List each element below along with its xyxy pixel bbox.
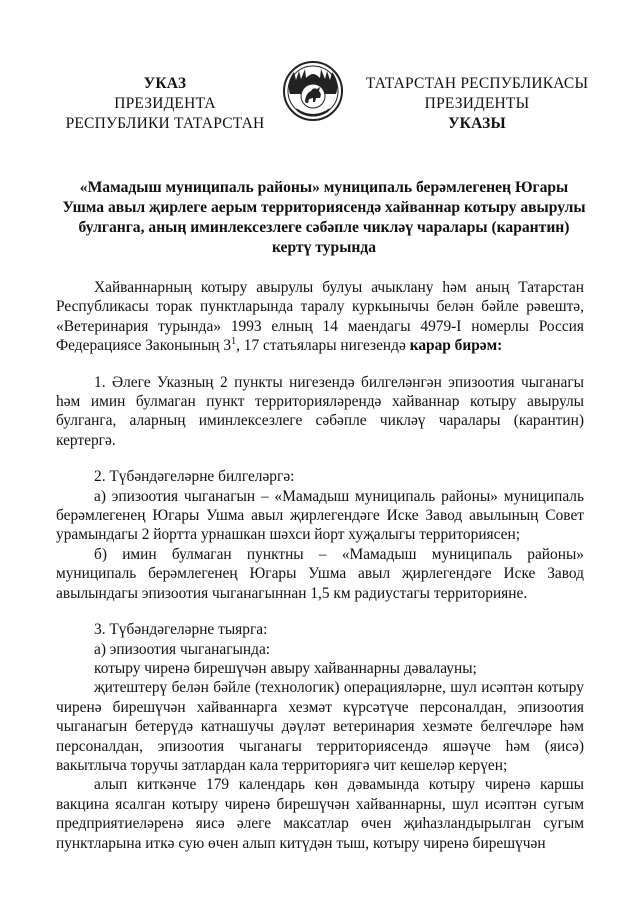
- header-tt-line1: ТАТАРСТАН РЕСПУБЛИКАСЫ: [365, 75, 589, 92]
- decree-title: «Мамадыш муниципаль районы» муниципаль берәмлегенең Югары Ушма авыл җирлеге аерым территориясендә хайваннар котыру авырулы булганга, аның иминлексезлеге сәбәпле чикләү чаралары (карантин) кертү турында: [62, 179, 586, 256]
- tatarstan-emblem-icon: [282, 60, 344, 122]
- item-3-heading: 3. Түбәндәгеләрне тыярга:: [94, 621, 268, 639]
- item-3-a: а) эпизоотия чыганагында:: [94, 640, 271, 658]
- item-2-b: б) имин булмаган пунктны – «Мамадыш муниципаль районы» муниципаль берәмлегенең Югары Ушма авыл җирлегендәге Иске Завод авылындагы эпизоотия чыганагыннан 1,5 км радиустагы территорияне.: [56, 545, 584, 602]
- header-tatar: [352, 74, 602, 134]
- header-ru-line2: ПРЕЗИДЕНТА: [114, 95, 216, 112]
- header-ru-line3: РЕСПУБЛИКИ ТАТАРСТАН: [65, 115, 265, 132]
- item-1: 1. Әлеге Указның 2 пункты нигезендә билгеләнгән эпизоотия чыганагы һәм имин булмаган пункт территорияләрендә хайваннар котыру авырулы булганга, аларның иминлексезлеге сәбәпле чикләү чаралары (карантин) кертергә.: [56, 373, 584, 449]
- header-russian: [50, 74, 280, 134]
- preamble-text-b: , 17 статьялары нигезендә: [236, 337, 410, 355]
- header-ru-line1: УКАЗ: [143, 75, 187, 92]
- item-2-heading: 2. Түбәндәгеләрне билгеләргә:: [94, 468, 295, 486]
- item-3-a-2: җитештерү белән бәйле (технологик) операцияләрне, шул исәптән котыру чиренә бирешүчән хайваннарга хезмәт күрсәтүче персоналдан, эпизоотия чыганагын бетерүдә катнашучы дәүләт ветеринария хезмәте белгечләре һәм персоналдан, эпизоотия чыганагы территориясендә яшәүче һәм (яисә) вакытлыча торучы затлардан кала территориягә чит кешеләр керүен;: [56, 679, 584, 774]
- item-3-a-3: алып киткәнче 179 календарь көн дәвамында котыру чиренә каршы вакцина ясалган котыру чиренә бирешүчән хайваннарны, шул исәптән сугым предприятиеләренә яисә әлеге максатлар өчен җиһазландырылган сугым пунктларына иткә сую өчен алып китүдән тыш, котыру чиренә бирешүчән: [56, 776, 584, 852]
- preamble-paragraph: [56, 278, 584, 356]
- preamble-superscript: 1: [231, 336, 237, 348]
- header-tt-line3: УКАЗЫ: [448, 115, 506, 132]
- item-3-a-1: котыру чиренә бирешүчән авыру хайваннарны дәвалауны;: [94, 659, 477, 677]
- decree-body: [56, 278, 584, 853]
- preamble-text-a: Хайваннарның котыру авырулы булуы ачыклану һәм аның Татарстан Республикасы торак пунктларында таралу куркынычы белән бәйле рәвештә, «Ветеринария турында» 1993 елның 14 маендагы 4979-I номерлы Россия Федерациясе Законының 3: [56, 279, 584, 355]
- item-2-a: а) эпизоотия чыганагын – «Мамадыш муниципаль районы» муниципаль берәмлегенең Югары Ушма авыл җирлегендәге Иске Завод авылының Совет урамындагы 2 йортта урнашкан шәхси йорт хуҗалыгы территориясен;: [56, 487, 584, 544]
- header-tt-line2: ПРЕЗИДЕНТЫ: [424, 95, 530, 112]
- preamble-bold-tail: карар бирәм:: [409, 337, 503, 355]
